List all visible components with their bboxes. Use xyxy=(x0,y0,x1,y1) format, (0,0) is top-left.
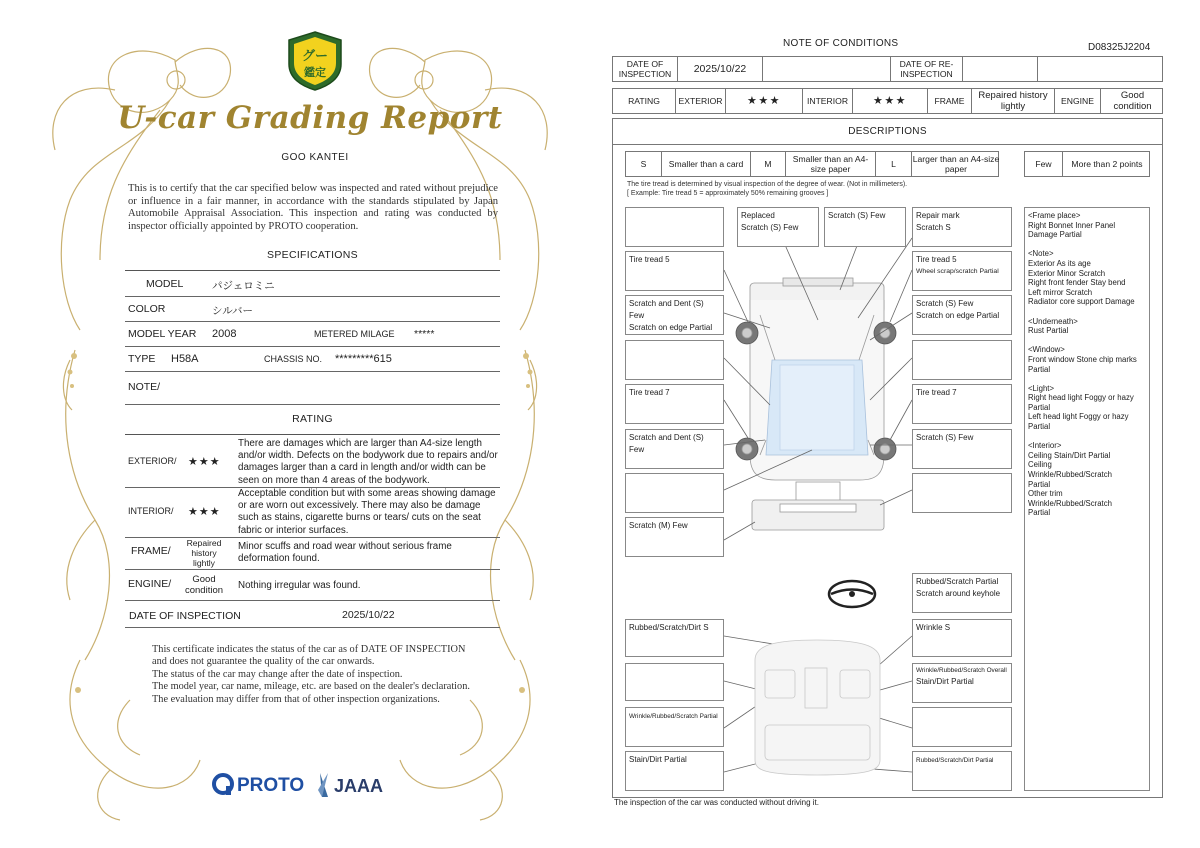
note-box-right-front-panel: Scratch (S) Few Scratch on edge Partial xyxy=(912,295,1012,335)
chassis-label: CHASSIS NO. xyxy=(264,354,323,364)
note-label: NOTE/ xyxy=(128,381,161,393)
divider xyxy=(125,346,500,347)
report-subtitle: GOO KANTEI xyxy=(281,152,349,163)
frame-label: FRAME/ xyxy=(131,545,171,557)
notes-underneath: <Underneath> Rust Partial xyxy=(1028,316,1078,336)
divider xyxy=(125,371,500,372)
note-box-steering-wheel: Rubbed/Scratch Partial Scratch around keyhole xyxy=(912,573,1012,613)
legend-few-desc: More than 2 points xyxy=(1071,159,1143,169)
badge-text-bottom: 鑑定 xyxy=(304,66,326,79)
organization-logos xyxy=(212,770,402,800)
type-value: H58A xyxy=(171,353,199,365)
interior-label: INTERIOR/ xyxy=(128,506,174,516)
box-text: Scratch (S) Few xyxy=(828,211,886,220)
chassis-value: *********615 xyxy=(335,353,392,365)
divider xyxy=(125,627,500,628)
certification-statement: This is to certify that the car specified below was inspected and rated without prejudice or influence in a fair manner, in accordance with the standards stipulated by Japan Automobile Appraisal Association. This inspection and rating was conducted by inspector officially appointed by PROTO cooperation. xyxy=(128,183,498,232)
note-box xyxy=(625,663,724,701)
box-text: Scratch (M) Few xyxy=(629,521,688,530)
mileage-value: ***** xyxy=(414,328,435,340)
note-box-rear xyxy=(625,517,724,557)
color-value: シルバー xyxy=(212,305,254,317)
goo-kantei-badge-icon xyxy=(285,30,345,92)
note-box-interior-seat xyxy=(625,707,724,747)
note-box xyxy=(912,340,1012,380)
note-box-interior-front-right xyxy=(912,619,1012,657)
jaaa-logo-text: JAAA xyxy=(334,776,384,796)
box-text: Stain/Dirt Partial xyxy=(916,677,974,686)
box-subtext: Wrinkle/Rubbed/Scratch Partial xyxy=(629,713,718,720)
box-text: Scratch and Dent (S) Few xyxy=(629,433,704,454)
rating-heading: RATING xyxy=(292,413,333,425)
legend-l: L xyxy=(876,152,912,176)
jaaa-logo-icon xyxy=(318,773,328,797)
interior-label: INTERIOR xyxy=(803,89,853,113)
exterior-stars: ★★★ xyxy=(726,89,803,113)
exterior-label: EXTERIOR xyxy=(676,89,726,113)
engine-label: ENGINE/ xyxy=(128,578,172,590)
specifications-heading: SPECIFICATIONS xyxy=(267,249,358,261)
type-label: TYPE xyxy=(128,353,156,365)
date-of-inspection-label: DATE OF INSPECTION xyxy=(613,57,678,81)
note-box xyxy=(625,473,724,513)
interior-description: Acceptable condition but with some areas showing damage or are worn out excessively. There may also be damage such as stains, cigarette burns or tears/ cuts on the seat fabric or interior surfaces. xyxy=(238,488,496,536)
date-of-inspection-value: 2025/10/22 xyxy=(678,57,763,81)
box-text: Tire tread 5 xyxy=(629,255,670,264)
note-box-right-rear-panel xyxy=(912,429,1012,469)
report-title: U-car Grading Report xyxy=(117,100,503,136)
noc-title: NOTE OF CONDITIONS xyxy=(783,38,899,49)
box-subtext: Wheel scrap/scratch Partial xyxy=(916,268,999,275)
mileage-label: METERED MILAGE xyxy=(314,329,395,339)
note-box xyxy=(912,473,1012,513)
exterior-description: There are damages which are larger than A4-size length and/or width. Defects on the bodywork due to repairs and/or damages larger than a card in length and/or width can be seen on more than 4 areas of the bodywork. xyxy=(238,438,498,486)
box-text: Stain/Dirt Partial xyxy=(629,755,687,764)
note-of-conditions xyxy=(600,0,1200,848)
note-box-interior-rear-right xyxy=(912,751,1012,791)
legend-m: M xyxy=(751,152,786,176)
note-box xyxy=(912,707,1012,747)
color-label: COLOR xyxy=(128,303,166,315)
frame-label: FRAME xyxy=(928,89,972,113)
engine-value: Good condition xyxy=(184,574,224,596)
notes-frame-place: <Frame place> Right Bonnet Inner Panel Damage Partial xyxy=(1028,211,1116,240)
engine-label: ENGINE xyxy=(1055,89,1101,113)
engine-description: Nothing irregular was found. xyxy=(238,580,361,591)
descriptions-heading: DESCRIPTIONS xyxy=(612,118,1163,145)
badge-text-top: グー xyxy=(301,49,329,64)
note-box-roof xyxy=(824,207,906,247)
note-box-front-right: Repair mark Scratch S xyxy=(912,207,1012,247)
date-of-reinspection-label: DATE OF RE-INSPECTION xyxy=(891,57,963,81)
divider xyxy=(125,404,500,405)
divider xyxy=(125,321,500,322)
condition-notes-column xyxy=(1024,207,1150,791)
interior-stars: ★★★ xyxy=(188,506,221,518)
box-text: Tire tread 5 xyxy=(916,255,957,264)
model-value: パジェロミニ xyxy=(212,280,275,292)
model-year-value: 2008 xyxy=(212,328,237,340)
note-box-left-front-panel: Scratch and Dent (S) Few Scratch on edge Partial xyxy=(625,295,724,335)
note-box xyxy=(625,207,724,247)
divider xyxy=(125,600,500,601)
engine-value: Good condition xyxy=(1113,90,1152,112)
note-box xyxy=(625,340,724,380)
inspection-footnote: The inspection of the car was conducted without driving it. xyxy=(614,798,819,807)
note-box-tire-rear-right xyxy=(912,384,1012,424)
note-box-tire-front-right xyxy=(912,251,1012,291)
note-box-left-rear-panel xyxy=(625,429,724,469)
frame-description: Minor scuffs and road wear without serious frame deformation found. xyxy=(238,541,452,565)
tire-tread-note: The tire tread is determined by visual inspection of the degree of wear. (Not in millimeters). [ Example: Tire tread 5 = approximately 50% remaining grooves ] xyxy=(627,181,908,197)
rating-label: RATING xyxy=(613,89,676,113)
document-id: D08325J2204 xyxy=(1088,42,1151,53)
certificate-footer-text: This certificate indicates the status of the car as of DATE OF INSPECTION and does not guarantee the quality of the car onwards. The status of the car may change after the date of inspection. The model year, car name, mileage, etc. are based on the dealer's declaration. The evaluation may differ from that of other inspection organizations. xyxy=(152,644,470,705)
date-of-inspection-value: 2025/10/22 xyxy=(342,609,395,621)
car-interior-diagram xyxy=(755,640,880,775)
note-box-interior-trim xyxy=(912,663,1012,703)
divider xyxy=(125,296,500,297)
legend-m-desc: Smaller than an A4-size paper xyxy=(786,152,876,176)
box-text: Tire tread 7 xyxy=(916,388,957,397)
steering-wheel-icon xyxy=(829,581,875,607)
divider xyxy=(125,569,500,570)
box-subtext: Rubbed/Scratch/Dirt Partial xyxy=(916,757,994,764)
proto-logo-icon xyxy=(214,775,232,795)
proto-logo-text: PROTO xyxy=(237,775,305,796)
note-box-hood: Replaced Scratch (S) Few xyxy=(737,207,819,247)
model-label: MODEL xyxy=(146,278,184,290)
frame-value: Repaired history lightly xyxy=(972,89,1055,113)
divider xyxy=(125,270,500,271)
box-text: Rubbed/Scratch/Dirt S xyxy=(629,623,709,632)
legend-s-desc: Smaller than a card xyxy=(662,152,751,176)
box-text: Wrinkle S xyxy=(916,623,951,632)
box-text: Scratch (S) Few xyxy=(916,433,974,442)
notes-general: <Note> Exterior As its age Exterior Minor Scratch Right front fender Stay bend Left mirror Scratch Radiator core support Damage xyxy=(1028,249,1135,307)
notes-light: <Light> Right head light Foggy or hazy Partial Left head light Foggy or hazy Partial xyxy=(1028,383,1134,432)
frame-value: Repaired history lightly xyxy=(186,538,222,568)
legend-few: Few xyxy=(1025,152,1063,176)
note-box-interior-front-left xyxy=(625,619,724,657)
legend-l-desc: Larger than an A4-size paper xyxy=(912,154,1000,174)
model-year-label: MODEL YEAR xyxy=(128,328,197,340)
note-box-interior-rear xyxy=(625,751,724,791)
box-subtext: Wrinkle/Rubbed/Scratch Overall xyxy=(916,667,1007,674)
notes-window: <Window> Front window Stone chip marks Partial xyxy=(1028,345,1137,374)
divider xyxy=(125,434,500,435)
date-of-inspection-label: DATE OF INSPECTION xyxy=(129,610,241,622)
exterior-stars: ★★★ xyxy=(188,456,221,468)
notes-interior: <Interior> Ceiling Stain/Dirt Partial Ceiling Wrinkle/Rubbed/Scratch Partial Other trim Wrinkle/Rubbed/Scratch Partial xyxy=(1028,441,1112,518)
note-box-tire-front-left xyxy=(625,251,724,291)
box-text: Tire tread 7 xyxy=(629,388,670,397)
exterior-label: EXTERIOR/ xyxy=(128,456,177,466)
note-box-tire-rear-left xyxy=(625,384,724,424)
legend-s: S xyxy=(626,152,662,176)
interior-stars: ★★★ xyxy=(853,89,928,113)
